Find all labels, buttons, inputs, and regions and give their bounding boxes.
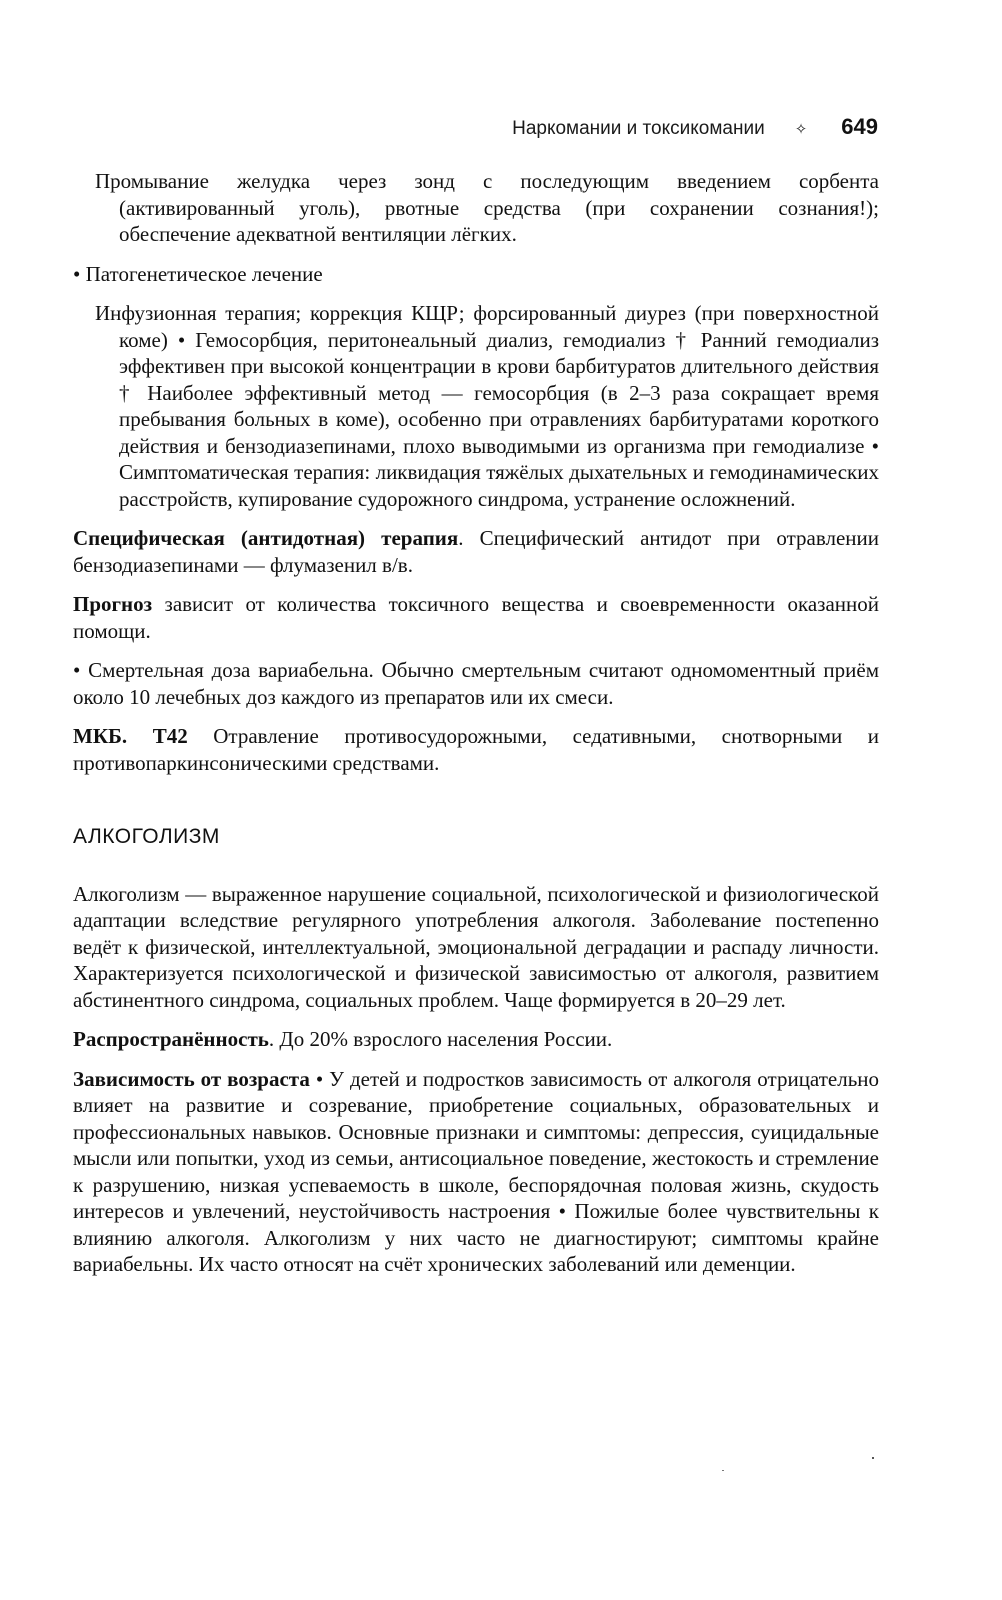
- paragraph-prognosis: [73, 591, 879, 644]
- paragraph-icd: [73, 723, 879, 776]
- term-specific-therapy: Специфическая (антидотная) терапия: [73, 526, 459, 550]
- term-icd: МКБ. Т42: [73, 724, 188, 748]
- term-age-dependence: Зависимость от возраста: [73, 1066, 310, 1091]
- paragraph-lethal-dose: • Смертельная доза вариабельна. Обычно смертельным считают одномоментный приём около 10 лечебных доз каждого из препаратов или их смеси.: [73, 658, 879, 709]
- text-prevalence: . До 20% взрослого населения России.: [268, 1027, 613, 1051]
- paragraph-alcoholism-definition: Алкоголизм — выраженное нарушение социальной, психологической и физиологической адаптации вследствие регулярного употребления алкоголя. Заболевание постепенно ведёт к физической, интеллектуальной, эмоциональной деградации и распаду личности. Характеризуется психологической и физической зависимостью от алкоголя, развитием абстинентного синдрома, социальных проблем. Чаще формируется в 20–29 лет.: [73, 881, 879, 1012]
- paragraph-age-dependence: [73, 1066, 879, 1278]
- term-prognosis: Прогноз: [73, 592, 153, 616]
- paragraph-gastric-lavage: Промывание желудка через зонд с последующим введением сорбента (активированный уголь), рвотные средства (при сохранении сознания!); обеспечение адекватной вентиляции лёгких.: [95, 169, 879, 246]
- paragraph-specific-therapy: [73, 525, 879, 578]
- page-body: [73, 168, 879, 1291]
- text-icd: Отравление противосудорожными, седативными, снотворными и противопаркинсоническими средствами.: [73, 724, 879, 775]
- section-title-alcoholism: АЛКОГОЛИЗМ: [73, 825, 220, 848]
- paragraph-pathogenetic-heading: • Патогенетическое лечение: [73, 261, 323, 286]
- text-specific-therapy: . Специфический антидот при отравлении бензодиазепинами — флумазенил в/в.: [73, 526, 879, 577]
- paragraph-prevalence: [73, 1026, 879, 1053]
- text-age-dependence: • У детей и подростков зависимость от алкоголя отрицательно влияет на развитие и созревание, приобретение социальных, образовательных и профессиональных навыков. Основные признаки и симптомы: депрессия, суицидальные мысли или попытки, уход из семьи, антисоциальное поведение, жестокость и стремление к разрушению, низкая успеваемость в школе, беспорядочная половая жизнь, скудость интересов и увлечений, неустойчивость настроения • Пожилые более чувствительны к влиянию алкоголя. Алкоголизм у них часто не диагностируют; симптомы крайне вариабельны. Их часто относят на счёт хронических заболеваний или деменции.: [73, 1066, 880, 1276]
- running-head: [512, 114, 878, 140]
- paragraph-pathogenetic-treatment: Инфузионная терапия; коррекция КЩР; форсированный диурез (при поверхностной коме) • Гемосорбция, перитонеальный диализ, гемодиализ † Ранний гемодиализ эффективен при высокой концентрации в крови барбитуратов длительного действия † Наиболее эффективный метод — гемосорбция (в 2–3 раза сокращает время пребывания больных в коме), особенно при отравлениях барбитуратами короткого действия и бензодиазепинами, плохо выводимыми из организма при гемодиализе • Симптоматическая терапия: ликвидация тяжёлых дыхательных и гемодинамических расстройств, купирование судорожного синдрома, устранение осложнений.: [95, 301, 879, 511]
- term-prevalence: Распространённость: [73, 1027, 269, 1051]
- text-prognosis: зависит от количества токсичного вещества и своевременности оказанной помощи.: [73, 592, 879, 643]
- page-number: 649: [841, 114, 878, 139]
- diamond-ornament-icon: ✧: [794, 120, 808, 138]
- running-head-title: Наркомании и токсикомании: [512, 118, 765, 139]
- scan-speck: [872, 1457, 874, 1459]
- scan-speck: [722, 1470, 724, 1471]
